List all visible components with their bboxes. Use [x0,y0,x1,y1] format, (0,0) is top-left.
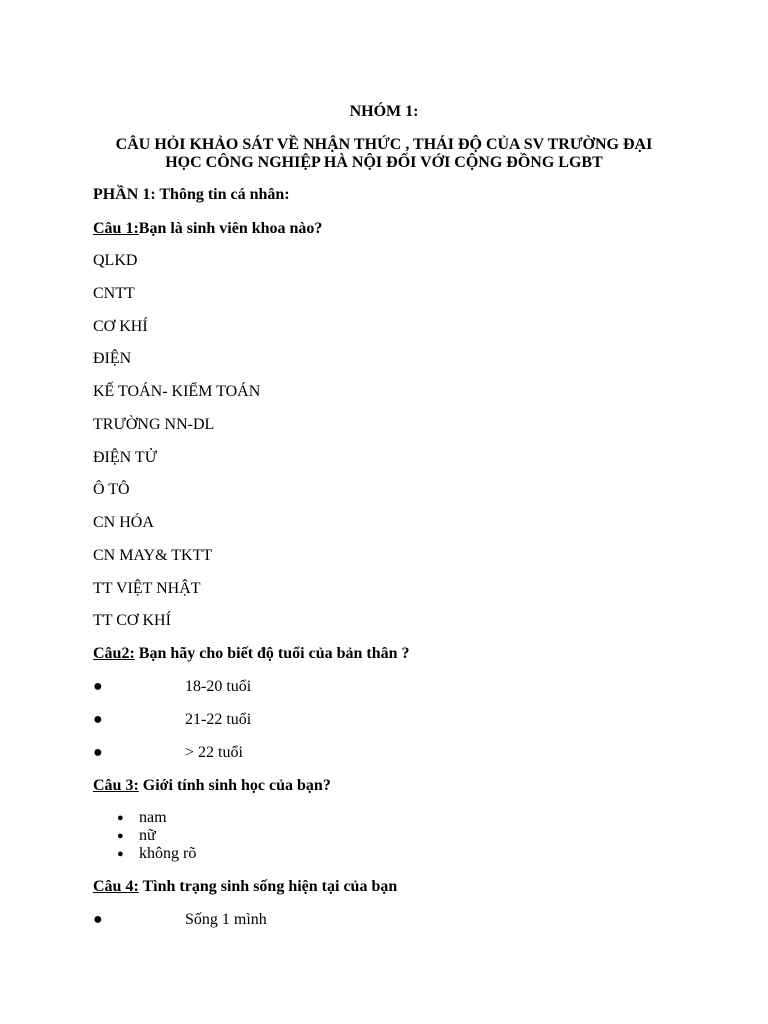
part-1-heading: PHẦN 1: Thông tin cá nhân: [93,186,290,203]
q3-option: không rõ [139,845,197,862]
q3-option: nam [139,809,167,826]
bullet-icon: ● [117,830,124,842]
question-2 [93,645,410,663]
group-heading: NHÓM 1: [349,103,419,120]
q1-option: CN HÓA [93,514,154,531]
bullet-icon: ● [93,744,103,761]
bullet-icon: ● [117,812,124,824]
question-3 [93,777,331,795]
q1-option: CN MAY& TKTT [93,547,213,564]
question-1-text: Bạn là sinh viên khoa nào? [138,220,323,237]
question-1-label: Câu 1: [93,220,139,237]
q1-option: TT CƠ KHÍ [93,612,171,629]
bullet-icon: ● [93,911,103,928]
q1-option: QLKD [93,252,138,269]
question-4 [93,878,397,896]
question-4-label: Câu 4: [93,878,139,895]
q3-option: nữ [139,827,156,844]
q4-option: Sống 1 mình [185,911,267,928]
q2-option: 21-22 tuổi [185,711,252,728]
question-3-label: Câu 3: [93,777,139,794]
q2-option: 18-20 tuổi [185,678,252,695]
bullet-icon: ● [117,848,124,860]
q2-option: > 22 tuổi [185,744,243,761]
question-4-text: Tình trạng sinh sống hiện tại của bạn [138,878,398,895]
q1-option: Ô TÔ [93,481,130,498]
title-line-1: CÂU HỎI KHẢO SÁT VỀ NHẬN THỨC , THÁI ĐỘ CỦA SV TRƯỜNG ĐẠI [115,136,653,153]
question-1 [93,220,322,238]
q1-option: CƠ KHÍ [93,318,148,335]
q1-option: KẾ TOÁN- KIỂM TOÁN [93,383,261,400]
q1-option: CNTT [93,285,135,302]
title-line-2: HỌC CÔNG NGHIỆP HÀ NỘI ĐỐI VỚI CỘNG ĐỒNG LGBT [165,154,603,171]
question-2-label: Câu2: [93,645,135,662]
question-2-text: Bạn hãy cho biết độ tuổi của bản thân ? [134,645,410,662]
question-3-text: Giới tính sinh học của bạn? [138,777,331,794]
q1-option: ĐIỆN TỬ [93,449,158,466]
q1-option: ĐIỆN [93,350,132,367]
q1-option: TT VIỆT NHẬT [93,580,201,597]
bullet-icon: ● [93,678,103,695]
bullet-icon: ● [93,711,103,728]
q1-option: TRƯỜNG NN-DL [93,416,215,433]
